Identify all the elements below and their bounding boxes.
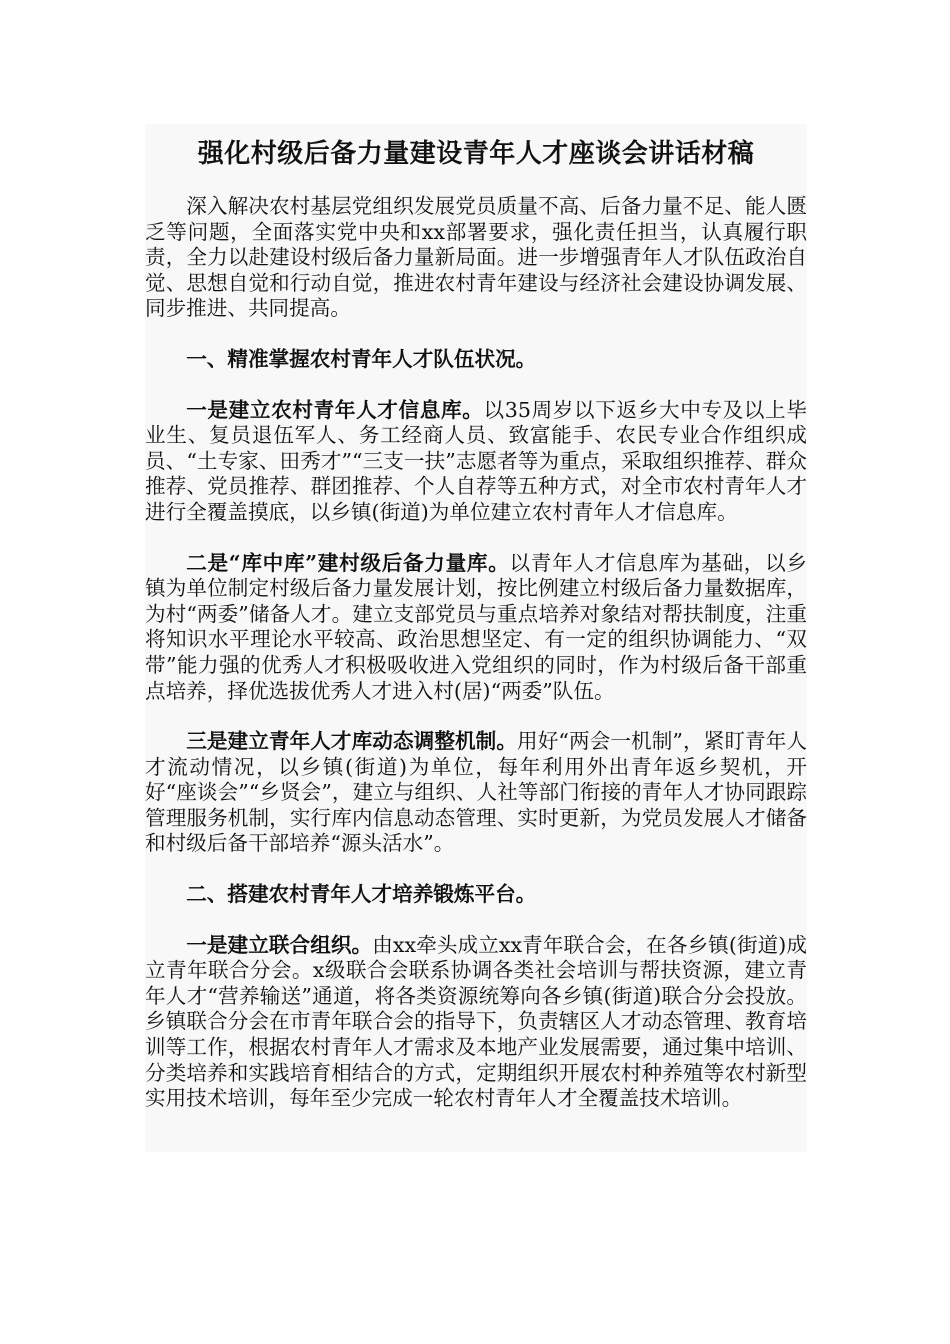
spacer — [145, 704, 807, 729]
intro-paragraph: 深入解决农村基层党组织发展党员质量不高、后备力量不足、能人匮乏等问题，全面落实党中央和xx部署要求，强化责任担当，认真履行职责，全力以赴建设村级后备力量新局面。进一步增强青年人才队伍政治自觉、思想自觉和行动自觉，推进农村青年建设与经济社会建设协调发展、同步推进、共同提高。 — [145, 194, 807, 321]
spacer — [145, 176, 807, 194]
spacer — [145, 373, 807, 398]
section-1-paragraph-3 — [145, 729, 807, 857]
paragraph-text: 以青年人才信息库为基础，以乡镇为单位制定村级后备力量发展计划，按比例建立村级后备力量数据库，为村“两委”储备人才。建立支部党员与重点培养对象结对帮扶制度，注重将知识水平理论水平较高、政治思想坚定、有一定的组织协调能力、“双带”能力强的优秀人才积极吸收进入党组织的同时，作为村级后备干部重点培养，择优选拔优秀人才进入村(居)“两委”队伍。 — [145, 550, 807, 703]
paragraph-text: 由xx牵头成立xx青年联合会，在各乡镇(街道)成立青年联合分会。x级联合会联系协调各类社会培训与帮扶资源，建立青年人才“营养输送”通道，将各类资源统筹向各乡镇(街道)联合分会投放。乡镇联合分会在市青年联合会的指导下，负责辖区人才动态管理、教育培训等工作，根据农村青年人才需求及本地产业发展需要，通过集中培训、分类培养和实践培育相结合的方式，定期组织开展农村种养殖等农村新型实用技术培训，每年至少完成一轮农村青年人才全覆盖技术培训。 — [145, 932, 808, 1111]
spacer — [145, 857, 807, 882]
section-2-paragraph-1 — [145, 933, 807, 1112]
document-title: 强化村级后备力量建设青年人才座谈会讲话材稿 — [197, 139, 755, 169]
spacer — [145, 526, 807, 551]
section-2-heading: 二、搭建农村青年人才培养锻炼平台。 — [186, 882, 537, 907]
spacer — [145, 908, 807, 933]
paragraph-text: 以35周岁以下返乡大中专及以上毕业生、复员退伍军人、务工经商人员、致富能手、农民专业合作组织成员、“土专家、田秀才”“三支一扶”志愿者等为重点，采取组织推荐、群众推荐、党员推荐、群团推荐、个人自荐等五种方式，对全市农村青年人才进行全覆盖摸底，以乡镇(街道)为单位建立农村青年人才信息库。 — [145, 397, 807, 524]
paragraph-lead: 二是“库中库”建村级后备力量库。 — [186, 550, 510, 575]
section-1-paragraph-1 — [145, 398, 807, 526]
section-1-paragraph-2 — [145, 551, 807, 705]
paragraph-lead: 三是建立青年人才库动态调整机制。 — [186, 729, 518, 754]
paragraph-lead: 一是建立农村青年人才信息库。 — [186, 397, 484, 422]
section-1-heading: 一、精准掌握农村青年人才队伍状况。 — [186, 346, 537, 371]
paragraph-lead: 一是建立联合组织。 — [186, 932, 373, 957]
spacer — [145, 322, 807, 347]
paragraph-text: 用好“两会一机制”，紧盯青年人才流动情况，以乡镇(街道)为单位，每年利用外出青年返乡契机，开好“座谈会”“乡贤会”，建立与组织、人社等部门衔接的青年人才协同跟踪管理服务机制，实行库内信息动态管理、实时更新，为党员发展人才储备和村级后备干部培养“源头活水”。 — [145, 729, 808, 856]
document-page — [145, 124, 807, 1152]
